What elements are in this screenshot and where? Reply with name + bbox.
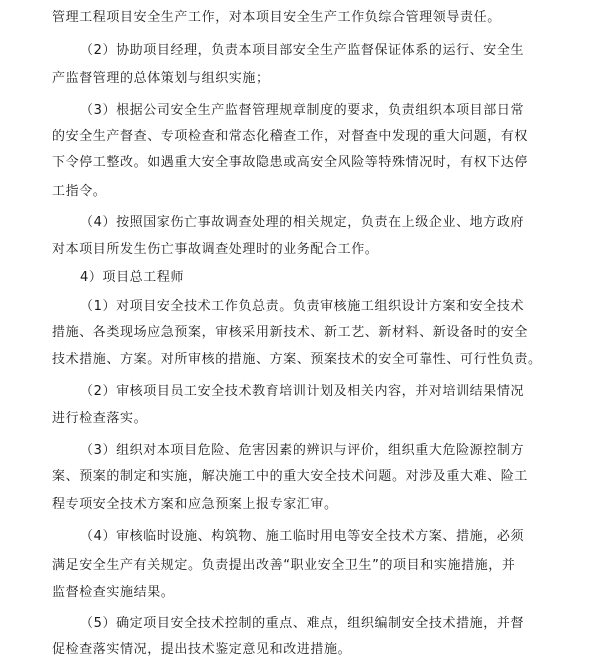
text-line: 管理工程项目安全生产工作，对本项目安全生产工作负综合管理领导责任。 xyxy=(52,10,501,25)
text-line: （4）按照国家伤亡事故调查处理的相关规定，负责在上级企业、地方政府 xyxy=(80,215,525,230)
text-line: 产监督管理的总体策划与组织实施； xyxy=(52,71,270,86)
section-heading: 4）项目总工程师 xyxy=(80,270,185,285)
text-line: 进行检查落实。 xyxy=(52,411,148,426)
text-line: 下令停工整改。如遇重大安全事故隐患或高安全风险等特殊情况时，有权下达停 xyxy=(52,155,529,170)
text-line: （4）审核临时设施、构筑物、施工临时用电等安全技术方案、措施，必须 xyxy=(80,529,525,544)
text-line: 满足安全生产有关规定。负责提出改善“职业安全卫生”的项目和实施措施，并 xyxy=(52,558,516,573)
text-line: 工指令。 xyxy=(52,184,107,199)
text-line: （3）根据公司安全生产监督管理规章制度的要求，负责组织本项目部日常 xyxy=(80,103,525,118)
text-line: 案、预案的制定和实施，解决施工中的重大安全技术问题。对涉及重大难、险工 xyxy=(52,469,529,484)
text-line: （1）对项目安全技术工作负总责。负责审核施工组织设计方案和安全技术 xyxy=(80,299,525,314)
text-line: 措施、各类现场应急预案，审核采用新技术、新工艺、新材料、新设备时的安全 xyxy=(52,325,529,340)
text-line: （3）组织对本项目危险、危害因素的辨识与评价，组织重大危险源控制方 xyxy=(80,443,525,458)
text-line: （2）协助项目经理，负责本项目部安全生产监督保证体系的运行、安全生 xyxy=(80,43,525,58)
text-line: （2）审核项目员工安全技术教育培训计划及相关内容，并对培训结果情况 xyxy=(80,384,525,399)
text-line: （5）确定项目安全技术控制的重点、难点，组织编制安全技术措施，并督 xyxy=(80,616,525,631)
text-line: 技术措施、方案。对所审核的措施、方案、预案技术的安全可靠性、可行性负责。 xyxy=(52,352,542,367)
text-line: 程专项安全技术方案和应急预案上报专家汇审。 xyxy=(52,497,338,512)
text-line: 促检查落实情况，提出技术鉴定意见和改进措施。 xyxy=(52,642,352,657)
text-line: 的安全生产督查、专项检查和常态化稽查工作，对督查中发现的重大问题，有权 xyxy=(52,129,529,144)
text-line: 对本项目所发生伤亡事故调查处理时的业务配合工作。 xyxy=(52,242,379,257)
text-line: 监督检查实施结果。 xyxy=(52,585,175,600)
